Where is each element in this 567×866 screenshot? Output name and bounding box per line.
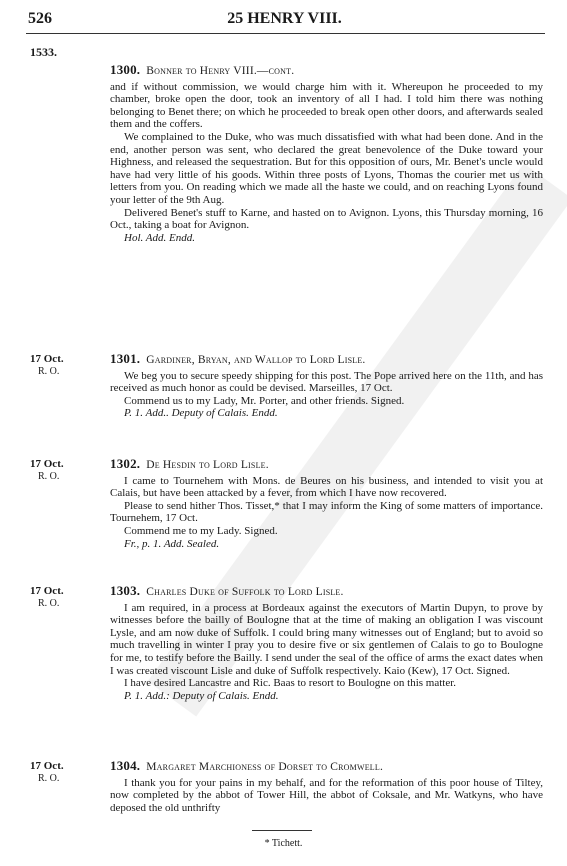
entry-paragraph: I am required, in a process at Bordeaux against the executors of Martin Dupyn, to prove by witnesses before the bailly of Boulogne that at the time of making an obligation I was viscount Lysle, and am now duke of Suffolk. I could bring many witnesses out of England; but to avoid so much travelling in winter I pray you to desire five or six gentlemen of Calais to go to Boulogne for me, to testify before the Bailly. I send under the seal of the office of arms the exact dates when I was created viscount Lisle and duke of Suffolk respectively. Kaio (Kew), 17 Oct. Signed. <box>110 601 543 677</box>
entry-heading: Gardiner, Bryan, and Wallop to Lord Lisle. <box>146 354 366 366</box>
entry-date: 17 Oct. <box>30 353 64 365</box>
entry-endorsement: Fr., p. 1. Add. Sealed. <box>124 537 220 550</box>
entry-paragraph: I thank you for your pains in my behalf, and for the reformation of this poor house of Tiltey, now completed by the abbot of Tower Hill, the abbot of Coksale, and Mr. Watkyns, who have deposed the old unthrifty <box>110 776 543 814</box>
header-rule <box>26 33 545 34</box>
entry-endorsement: P. 1. Add.: Deputy of Calais. Endd. <box>124 689 279 702</box>
entry-endorsement: Hol. Add. Endd. <box>124 231 195 244</box>
entry-number: 1300. <box>110 62 141 77</box>
entry-paragraph: Please to send hither Thos. Tisset,* that I may inform the King of some matters of importance. Tournehem, 17 Oct. <box>110 499 543 525</box>
entry-1303 <box>30 585 543 702</box>
entry-number: 1303. <box>110 583 141 598</box>
entry-heading: Margaret Marchioness of Dorset to Cromwell. <box>146 761 384 773</box>
margin-note <box>30 760 106 785</box>
running-title: 25 HENRY VIII. <box>227 10 342 27</box>
entry-paragraph: Delivered Benet's stuff to Karne, and hasted on to Avignon. Lyons, this Thursday morning, 16 Oct., taking a boat for Avignon. <box>110 206 543 232</box>
entry-1304 <box>30 760 543 814</box>
entry-source: R. O. <box>38 470 60 482</box>
entry-date: 17 Oct. <box>30 760 64 772</box>
entry-number: 1304. <box>110 758 141 773</box>
page-number: 526 <box>28 10 52 27</box>
margin-note <box>30 585 106 610</box>
entry-heading: De Hesdin to Lord Lisle. <box>146 459 269 471</box>
entry-heading: Charles Duke of Suffolk to Lord Lisle. <box>146 586 344 598</box>
entry-title <box>110 458 543 472</box>
entry-paragraph: I have desired Lancastre and Ric. Baas to resort to Boulogne on this matter. <box>124 677 457 690</box>
entry-paragraph: We beg you to secure speedy shipping for this post. The Pope arrived here on the 11th, and has received as much honor as could be devised. Marseilles, 17 Oct. <box>110 369 543 395</box>
entry-paragraph: We complained to the Duke, who was much dissatisfied with what had been done. And in the end, another person was sent, who declared the great benevolence of the Duke toward your Highness, and released the sequestration. But for this opposition of ours, Mr. Benet's uncle would have had very little of his goods. Within three posts of Lyons, Thomas the courier met us with letters from you. On reading which we made all the haste we could, and on reaching Lyons found your letter of the 9th Aug. <box>110 130 543 206</box>
entry-heading: Bonner to Henry VIII.—cont. <box>146 65 295 77</box>
entry-source: R. O. <box>38 597 60 609</box>
entry-1302 <box>30 458 543 550</box>
entry-source: R. O. <box>38 365 60 377</box>
entry-paragraph: I came to Tournehem with Mons. de Beures on his business, and intended to visit you at Calais, but have been attacked by a fever, from which I have now recovered. <box>110 474 543 500</box>
entry-1300 <box>30 64 543 244</box>
entry-title <box>110 64 543 78</box>
entry-date: 17 Oct. <box>30 458 64 470</box>
entry-title <box>110 353 543 367</box>
page-header <box>24 10 545 32</box>
entry-title <box>110 585 543 599</box>
entry-source: R. O. <box>38 772 60 784</box>
entry-paragraph: and if without commission, we would charge him with it. Whereupon he proceeded to my chamber, broke open the door, took an inventory of all I had. I told him there was nothing belonging to Benet there; on which he proceeded to break open other doors, and afterwards sealed them and the coffers. <box>110 80 543 131</box>
entry-date: 17 Oct. <box>30 585 64 597</box>
entry-1301 <box>30 353 543 420</box>
entry-number: 1301. <box>110 351 141 366</box>
entry-number: 1302. <box>110 456 141 471</box>
entry-title <box>110 760 543 774</box>
year-marker: 1533. <box>30 45 57 59</box>
margin-note <box>30 458 106 483</box>
entry-endorsement: P. 1. Add.. Deputy of Calais. Endd. <box>124 407 278 420</box>
footnote: * Tichett. <box>264 838 303 849</box>
margin-note <box>30 353 106 378</box>
footnote-rule <box>252 830 312 831</box>
entry-paragraph: Commend us to my Lady, Mr. Porter, and other friends. Signed. <box>124 394 405 407</box>
entry-paragraph: Commend me to my Lady. Signed. <box>124 524 278 537</box>
